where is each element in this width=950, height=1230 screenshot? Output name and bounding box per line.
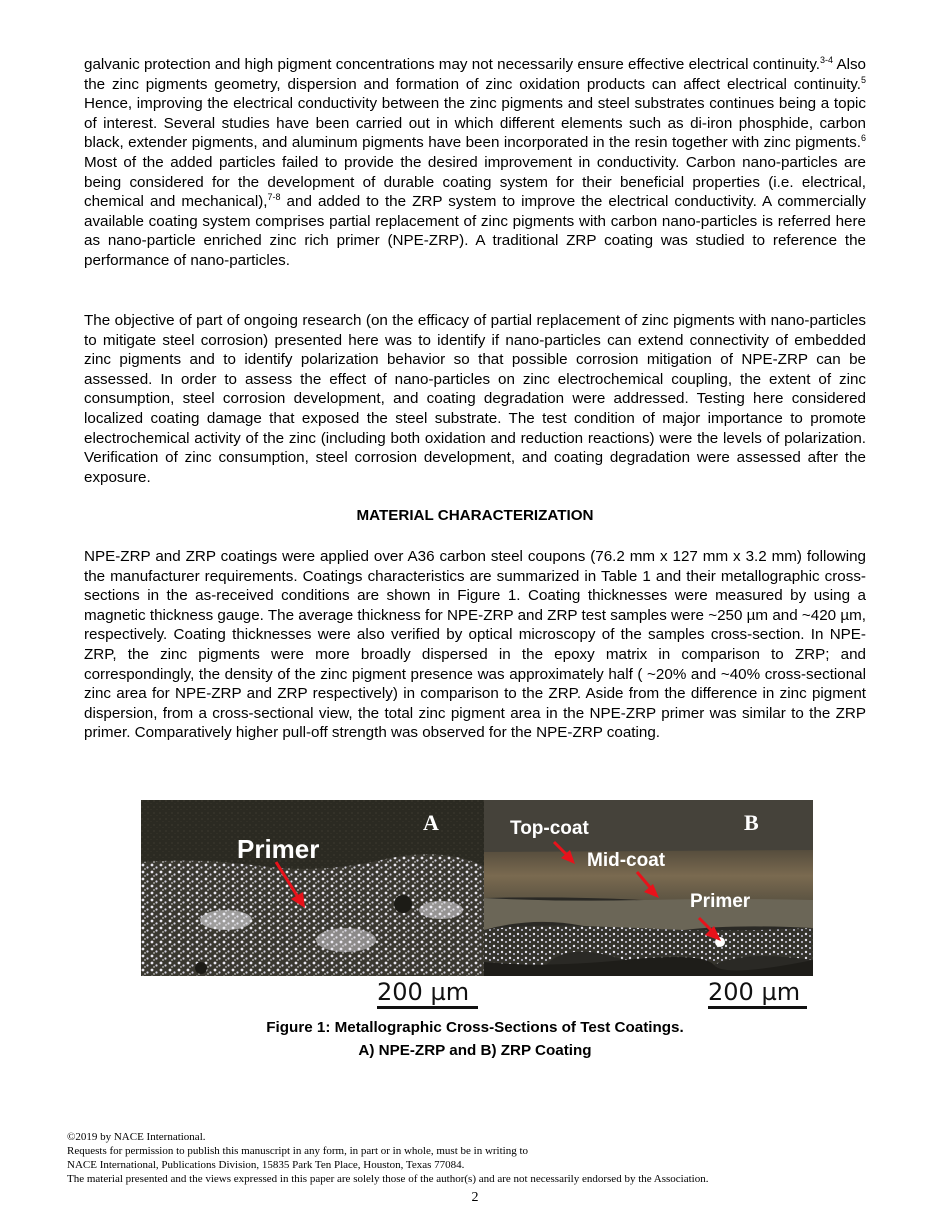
paragraph-text-segment: Hence, improving the electrical conductivity between the zinc pigments and steel substrates continues being a topic of interest. Several studies have been carried out in which different elements such as di-iron phosphide, carbon black, extender pigments, and aluminum pigments have been incorporated in the resin together with zinc pigments. bbox=[84, 95, 866, 152]
citation-superscript: 5 bbox=[860, 74, 866, 85]
panel-b-midcoat-annotation: Mid-coat bbox=[587, 850, 666, 871]
paragraph-text-segment: Also the zinc pigments geometry, dispersion and formation of zinc oxidation products can affect electrical continuity. bbox=[84, 56, 866, 93]
copyright-footer bbox=[67, 1130, 708, 1186]
figure-caption-line1: Figure 1: Metallographic Cross-Sections of Test Coatings. bbox=[266, 1019, 684, 1036]
panel-a-label: A bbox=[423, 810, 439, 835]
panel-a-scale-text: 200 µm bbox=[377, 978, 470, 1006]
paragraph-objective: The objective of part of ongoing research (on the efficacy of partial replacement of zinc pigments with nano-particles to mitigate steel corrosion) presented here was to identify if nano-particles can extend connectivity of embedded zinc pigments and to identify polarization behavior so that possible corrosion mitigation of NPE-ZRP can be assessed. In order to assess the effect of nano-particles on zinc electrochemical coupling, the extent of zinc consumption, steel corrosion development, and coating degradation were addressed. Testing here considered localized coating damage that exposed the steel substrate. The test condition of major importance to promote electrochemical activity of the zinc (including both oxidation and reduction reactions) were the levels of polarization. Verification of zinc consumption, steel corrosion development, and coating degradation were assessed after the exposure. bbox=[84, 312, 866, 486]
footer-line-4: The material presented and the views expressed in this paper are solely those of the author(s) and are not necessarily endorsed by the Association. bbox=[67, 1173, 709, 1185]
footer-line-3: NACE International, Publications Division, 15835 Park Ten Place, Houston, Texas 77084. bbox=[67, 1159, 465, 1171]
paragraph-text-segment: Most of the added particles failed to provide the desired improvement in conductivity. Carbon nano-particles are being considered for the development of durable coating system for their beneficial properties (i.e. electrical, chemical and mechanical), bbox=[84, 153, 866, 211]
panel-b-primer-annotation: Primer bbox=[690, 891, 751, 912]
citation-superscript: 6 bbox=[860, 133, 866, 144]
panel-b-label: B bbox=[744, 810, 759, 835]
figure-caption-line2: A) NPE-ZRP and B) ZRP Coating bbox=[358, 1042, 592, 1059]
panel-b-scale-text: 200 µm bbox=[708, 978, 801, 1006]
panel-b-scale-bar bbox=[708, 1006, 807, 1009]
citation-superscript: 3-4 bbox=[820, 54, 834, 65]
paragraph-text-segment: and added to the ZRP system to improve the electrical conductivity. A commercially available coating system comprises partial replacement of zinc pigments with carbon nano-particles is referred here as nano-particle enriched zinc rich primer (NPE-ZRP). A traditional ZRP coating was studied to reference the performance of nano-particles. bbox=[84, 193, 866, 269]
panel-a-primer-annotation: Primer bbox=[237, 834, 320, 864]
footer-line-2: Requests for permission to publish this manuscript in any form, in part or in whole, must be in writing to bbox=[67, 1145, 529, 1157]
figure-1 bbox=[141, 800, 813, 1014]
footer-line-1: ©2019 by NACE International. bbox=[67, 1131, 206, 1143]
page-number: 2 bbox=[471, 1190, 479, 1205]
paragraph-material: NPE-ZRP and ZRP coatings were applied over A36 carbon steel coupons (76.2 mm x 127 mm x 3.2 mm) following the manufacturer requirements. Coatings characteristics are summarized in Table 1 and their metallographic cross-sections in the as-received conditions are shown in Figure 1. Coating thicknesses were measured by using a magnetic thickness gauge. The average thickness for NPE-ZRP and ZRP test samples were ~250 µm and ~420 µm, respectively. Coating thicknesses were also verified by optical microscopy of the samples cross-section. In NPE-ZRP, the zinc pigments were more broadly dispersed in the epoxy matrix in comparison to ZRP; and correspondingly, the density of the zinc pigment presence was approximately half ( ~20% and ~40% cross-sectional zinc area for NPE-ZRP and ZRP respectively) in comparison to the ZRP. Aside from the difference in zinc pigment dispersion, from a cross-sectional view, the total zinc pigment area in the NPE-ZRP primer was similar to the ZRP primer. Comparatively higher pull-off strength was observed for the NPE-ZRP coating. bbox=[84, 548, 866, 742]
panel-a-scale-bar bbox=[377, 1006, 478, 1009]
panel-b-topcoat-annotation: Top-coat bbox=[510, 818, 589, 839]
paragraph-intro bbox=[84, 55, 866, 271]
section-heading: MATERIAL CHARACTERIZATION bbox=[356, 507, 594, 524]
citation-superscript: 7-8 bbox=[267, 192, 281, 203]
panel-b-micrograph bbox=[484, 800, 813, 1014]
panel-a-micrograph bbox=[141, 800, 484, 1014]
paragraph-text-segment: galvanic protection and high pigment concentrations may not necessarily ensure effective electrical continuity. bbox=[84, 56, 821, 73]
